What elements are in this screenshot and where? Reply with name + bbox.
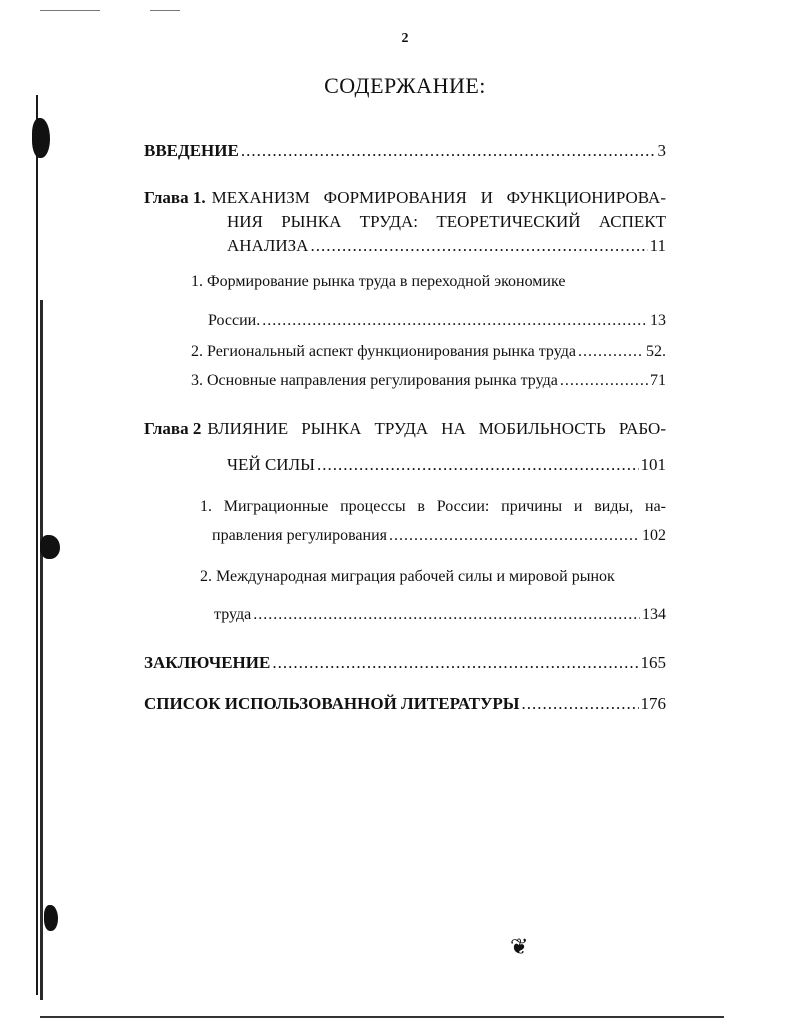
chapter-title-line: ВЛИЯНИЕ РЫНКА ТРУДА НА МОБИЛЬНОСТЬ РАБО- bbox=[207, 419, 666, 438]
toc-entry-conclusion bbox=[144, 651, 666, 675]
toc-page: 52. bbox=[646, 343, 666, 360]
chapter-prefix: Глава 2 bbox=[144, 419, 202, 438]
toc-leader bbox=[272, 651, 638, 675]
toc-leader bbox=[241, 139, 656, 163]
toc-page: 11 bbox=[649, 236, 666, 255]
section-title-line: 2. Международная миграция рабочей силы и мировой рынок bbox=[200, 568, 615, 585]
toc-label: СПИСОК ИСПОЛЬЗОВАННОЙ ЛИТЕРАТУРЫ bbox=[144, 694, 520, 713]
toc-entry-intro bbox=[144, 139, 666, 163]
scan-bottom-rule bbox=[40, 1016, 724, 1018]
toc-section-1-2 bbox=[191, 340, 666, 364]
scan-artifact bbox=[40, 10, 100, 11]
section-title-line: 2. Региональный аспект функционирования рынка труда bbox=[191, 343, 576, 360]
toc-chapter-1 bbox=[144, 186, 666, 258]
chapter-prefix: Глава 1. bbox=[144, 188, 206, 207]
scan-blob bbox=[40, 535, 60, 559]
toc-leader bbox=[317, 453, 639, 477]
toc-label: ЗАКЛЮЧЕНИЕ bbox=[144, 653, 271, 672]
section-title-line: правления регулирования bbox=[212, 527, 388, 544]
toc-leader bbox=[253, 603, 640, 627]
toc-page: 134 bbox=[642, 606, 666, 623]
toc-section-2-1 bbox=[200, 495, 666, 548]
chapter-title-line: АНАЛИЗА bbox=[227, 236, 309, 255]
scan-blob bbox=[32, 118, 50, 158]
page-number: 2 bbox=[401, 31, 409, 46]
scan-edge-line bbox=[36, 95, 38, 995]
toc-entry-bibliography bbox=[144, 692, 666, 716]
toc-leader bbox=[522, 692, 639, 716]
toc-leader bbox=[560, 369, 648, 393]
toc-section-1-3 bbox=[191, 369, 666, 393]
toc-leader bbox=[310, 234, 647, 258]
section-title-line: труда bbox=[214, 606, 252, 623]
scan-blob bbox=[44, 905, 58, 931]
toc-page: 176 bbox=[640, 694, 666, 713]
section-title-line: 1. Формирование рынка труда в переходной экономике bbox=[191, 273, 566, 290]
toc-section-2-2 bbox=[200, 565, 666, 627]
toc-page: 101 bbox=[640, 455, 666, 474]
toc-leader bbox=[262, 309, 648, 333]
toc-page: 71 bbox=[650, 372, 666, 389]
toc-leader bbox=[578, 340, 644, 364]
toc-page: 165 bbox=[640, 653, 666, 672]
toc-page: 102 bbox=[642, 527, 666, 544]
section-title-line: 3. Основные направления регулирования рынка труда bbox=[191, 372, 558, 389]
toc-chapter-2 bbox=[144, 417, 666, 477]
scan-artifact bbox=[150, 10, 180, 11]
chapter-title-line: МЕХАНИЗМ ФОРМИРОВАНИЯ И ФУНКЦИОНИРОВА- bbox=[211, 188, 666, 207]
chapter-title-line: ЧЕЙ СИЛЫ bbox=[227, 455, 315, 474]
scan-edge-line bbox=[40, 300, 43, 1000]
toc-page: 13 bbox=[650, 312, 666, 329]
toc-leader bbox=[389, 524, 640, 548]
chapter-title-line: НИЯ РЫНКА ТРУДА: ТЕОРЕТИЧЕСКИЙ АСПЕКТ bbox=[227, 212, 666, 231]
toc-section-1-1 bbox=[191, 270, 666, 333]
section-title-line: 1. Миграционные процессы в России: причины и виды, на- bbox=[200, 498, 666, 515]
toc-page: 3 bbox=[657, 141, 666, 160]
page-title: СОДЕРЖАНИЕ: bbox=[324, 73, 486, 98]
footer-ornament-icon: ❦ bbox=[510, 934, 529, 959]
section-title-line: России. bbox=[208, 312, 261, 329]
toc-label: ВВЕДЕНИЕ bbox=[144, 141, 239, 160]
